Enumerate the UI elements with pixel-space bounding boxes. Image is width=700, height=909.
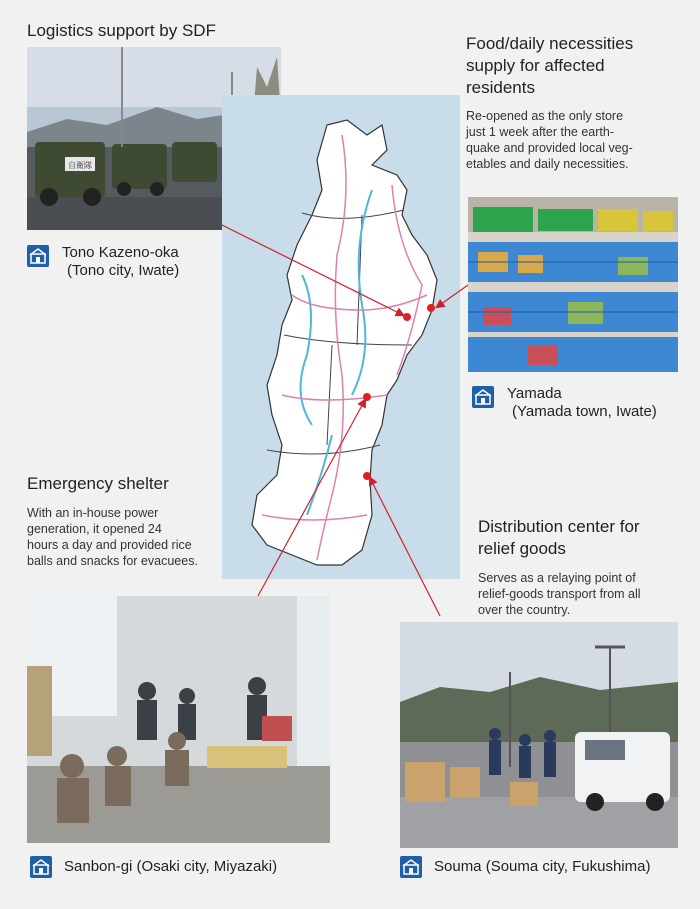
food-desc-3: quake and provided local veg- <box>466 141 633 155</box>
shelter-desc-1: With an in-house power <box>27 506 159 520</box>
food-desc-1: Re-opened as the only store <box>466 109 624 123</box>
distribution-desc-1: Serves as a relaying point of <box>478 571 636 585</box>
shelter-title: Emergency shelter <box>27 474 169 493</box>
distribution-title-1: Distribution center for <box>478 517 640 536</box>
distribution-desc-2: relief-goods transport from all <box>478 587 641 601</box>
store-icon-sanbongi <box>30 856 52 878</box>
shelter-desc-4: balls and snacks for evacuees. <box>27 554 198 568</box>
logistics-title: Logistics support by SDF <box>27 21 216 40</box>
yamada-caption-name: Yamada <box>507 385 562 402</box>
souma-caption: Souma (Souma city, Fukushima) <box>434 858 651 875</box>
tono-caption-place: (Tono city, Iwate) <box>67 262 180 279</box>
shelter-desc-3: hours a day and provided rice <box>27 538 192 552</box>
distribution-desc-3: over the country. <box>478 603 571 617</box>
arrow-yamada <box>437 285 468 307</box>
vehicle-sign-text: 自衛隊 <box>68 161 92 170</box>
arrow-sanbongi <box>258 400 365 596</box>
distribution-title-2: relief goods <box>478 539 566 558</box>
store-shelves-photo <box>468 197 678 372</box>
arrow-souma <box>370 478 440 616</box>
store-icon-souma <box>400 856 422 878</box>
shelter-interior-photo <box>27 596 330 843</box>
food-desc-2: just 1 week after the earth- <box>466 125 614 139</box>
shelter-desc-2: generation, it opened 24 <box>27 522 162 536</box>
distribution-center-photo <box>400 622 678 848</box>
food-title-2: supply for affected <box>466 56 605 75</box>
tono-caption-name: Tono Kazeno-oka <box>62 244 179 261</box>
food-desc-4: etables and daily necessities. <box>466 157 629 171</box>
store-icon-yamada <box>472 386 494 408</box>
arrow-tono <box>222 225 403 315</box>
food-title-3: residents <box>466 78 535 97</box>
sanbongi-caption: Sanbon-gi (Osaki city, Miyazaki) <box>64 858 278 875</box>
food-title-1: Food/daily necessities <box>466 34 634 53</box>
yamada-caption-place: (Yamada town, Iwate) <box>512 403 657 420</box>
